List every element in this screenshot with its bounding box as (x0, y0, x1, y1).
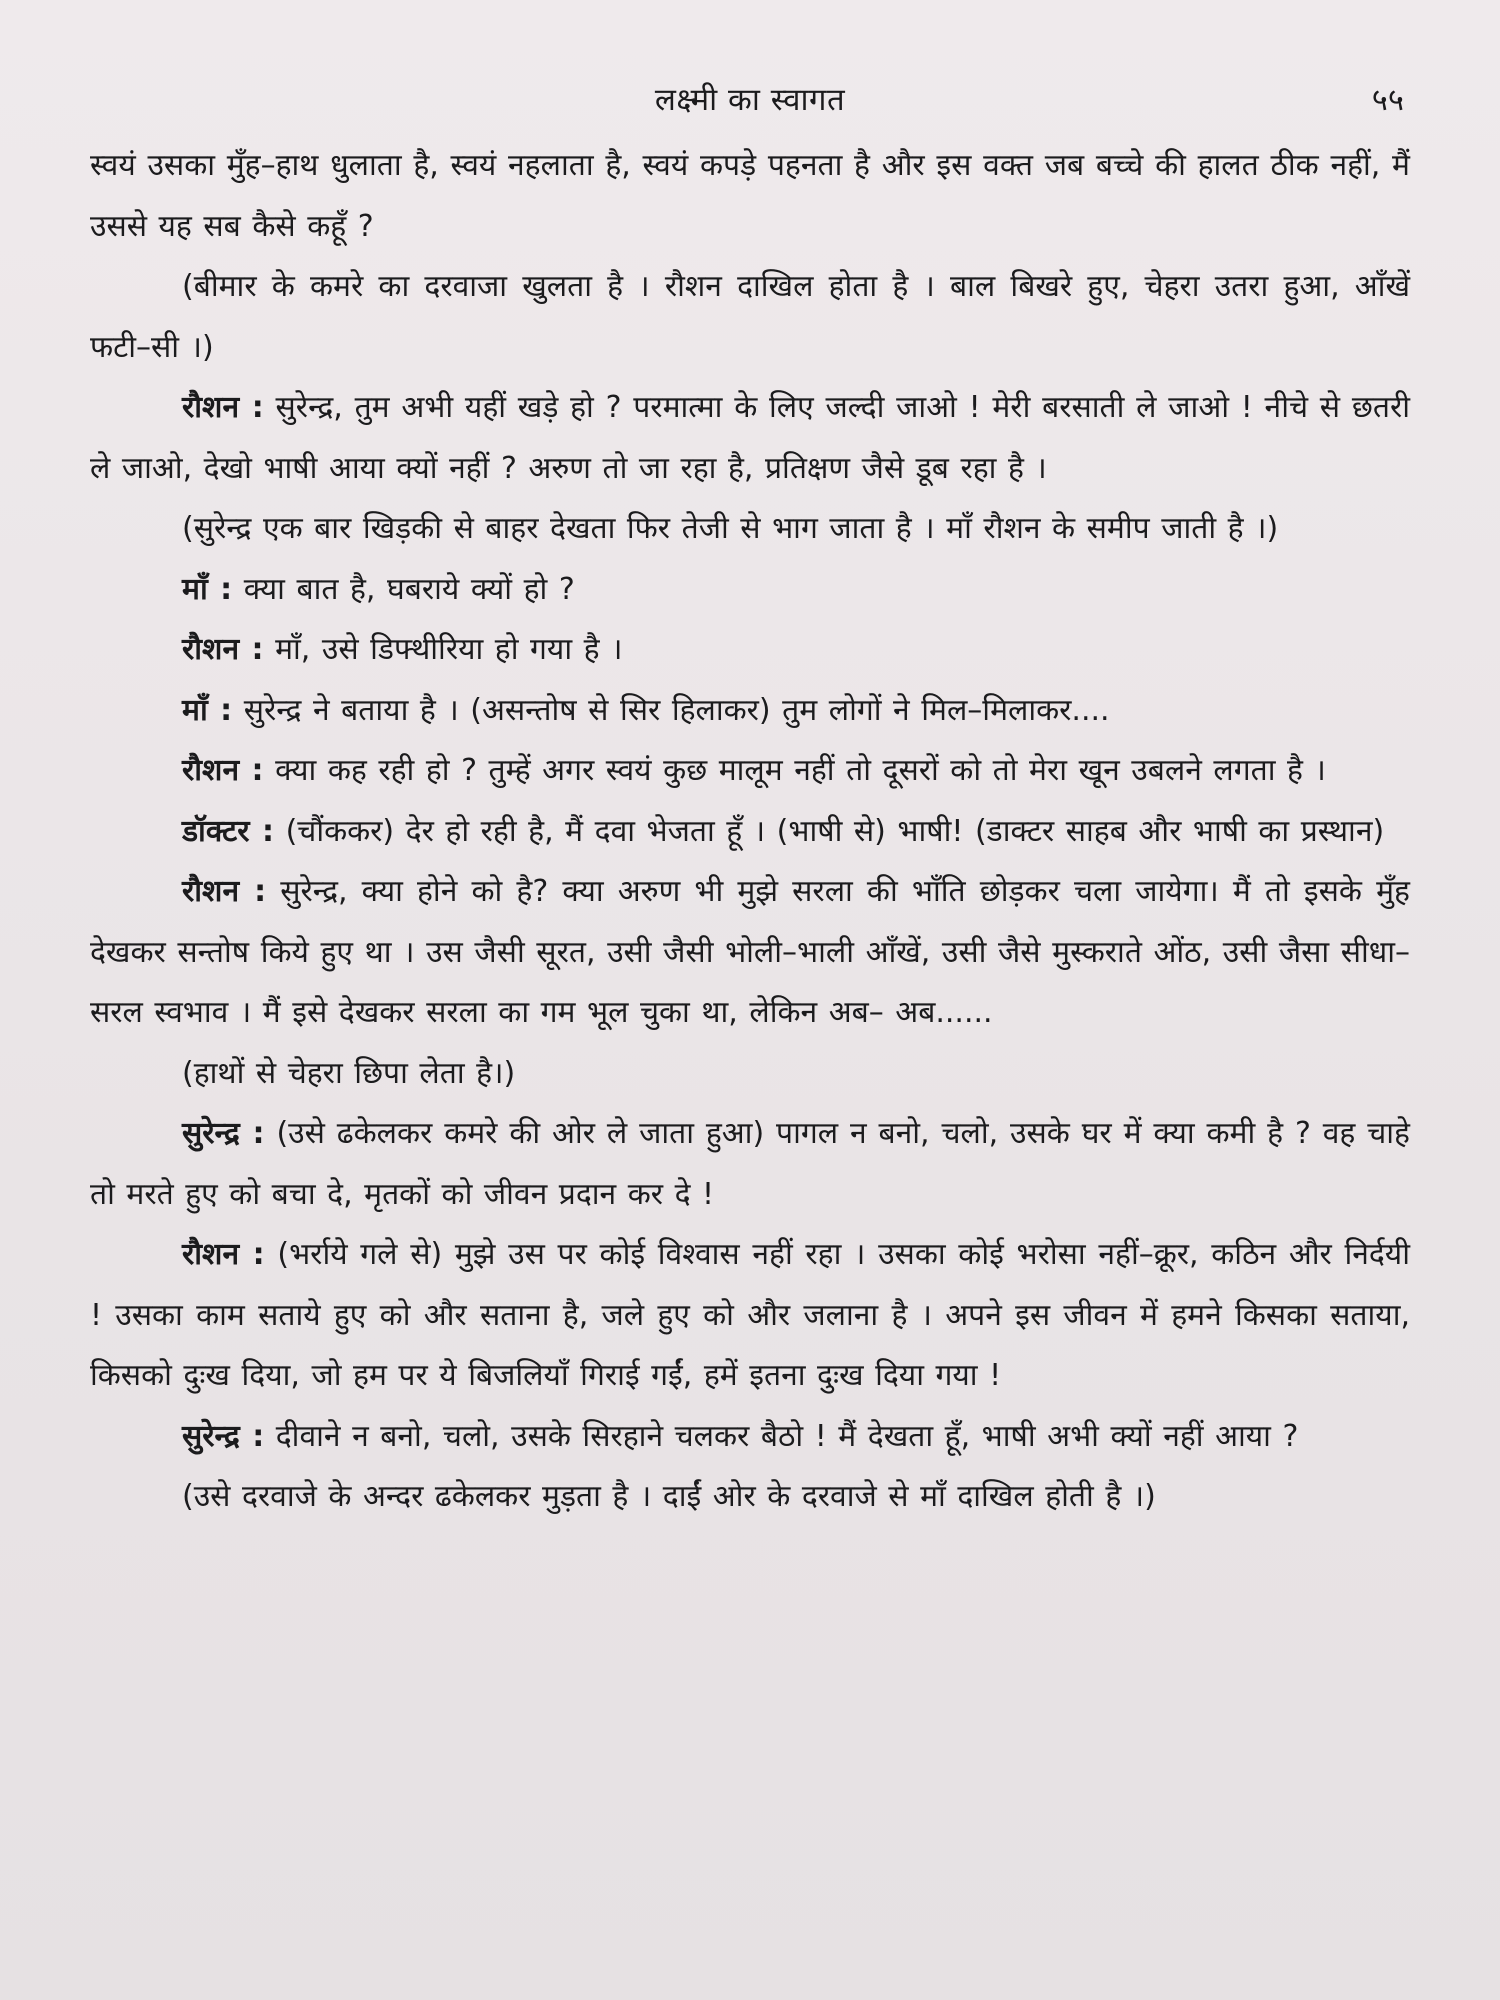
speaker-name: रौशन : (182, 753, 264, 788)
dialogue-text: (उसे ढकेलकर कमरे की ओर ले जाता हुआ) पागल न बनो, चलो, उसके घर में क्या कमी है ? वह चाहे तो मरते हुए को बचा दे, मृतकों को जीवन प्रदान कर दे ! (90, 1116, 1410, 1212)
paragraph-text: (उसे दरवाजे के अन्दर ढकेलकर मुड़ता है । दाईं ओर के दरवाजे से माँ दाखिल होती है ।) (182, 1479, 1156, 1514)
paragraph-text: स्वयं उसका मुँह–हाथ धुलाता है, स्वयं नहलाता है, स्वयं कपड़े पहनता है और इस वक्त जब बच्चे की हालत ठीक नहीं, मैं उससे यह सब कैसे कहूँ ? (90, 148, 1410, 244)
stage-direction (90, 1467, 1410, 1528)
speaker-name: रौशन : (182, 874, 267, 909)
paragraph-text: (सुरेन्द्र एक बार खिड़की से बाहर देखता फिर तेजी से भाग जाता है । माँ रौशन के समीप जाती है ।) (182, 511, 1279, 546)
speaker-name: सुरेन्द्र : (182, 1116, 265, 1151)
dialogue (90, 620, 1410, 681)
dialogue-text: (चौंककर) देर हो रही है, मैं दवा भेजता हूँ । (भाषी से) भाषी! (डाक्टर साहब और भाषी का प्रस्थान) (285, 813, 1385, 849)
dialogue (90, 681, 1410, 742)
speaker-name: रौशन : (182, 1237, 265, 1272)
dialogue (90, 802, 1410, 863)
page-number: ५५ (1371, 82, 1404, 118)
stage-direction (90, 499, 1410, 560)
speaker-name: रौशन : (182, 632, 264, 667)
page-header (90, 70, 1410, 130)
speaker-name: माँ : (182, 571, 233, 607)
dialogue-text: दीवाने न बनो, चलो, उसके सिरहाने चलकर बैठो ! मैं देखता हूँ, भाषी अभी क्यों नहीं आया ? (275, 1418, 1299, 1454)
speaker-name: डॉक्टर : (182, 813, 275, 849)
speaker-name: रौशन : (182, 390, 264, 425)
dialogue (90, 378, 1410, 499)
stage-direction (90, 257, 1410, 378)
dialogue-text: सुरेन्द्र, क्या होने को है? क्या अरुण भी मुझे सरला की भाँति छोड़कर चला जायेगा। मैं तो इसके मुँह देखकर सन्तोष किये हुए था । उस जैसी सूरत, उसी जैसी भोली–भाली आँखें, उसी जैसे मुस्कराते ओंठ, उसी जैसा सीधा–सरल स्वभाव । मैं इसे देखकर सरला का गम भूल चुका था, लेकिन अब– अब...... (90, 874, 1410, 1030)
dialogue-text: सुरेन्द्र, तुम अभी यहीं खड़े हो ? परमात्मा के लिए जल्दी जाओ ! मेरी बरसाती ले जाओ ! नीचे से छतरी ले जाओ, देखो भाषी आया क्यों नहीं ? अरुण तो जा रहा है, प्रतिक्षण जैसे डूब रहा है । (90, 390, 1410, 486)
dialogue-text: सुरेन्द्र ने बताया है । (असन्तोष से सिर हिलाकर) तुम लोगों ने मिल–मिलाकर.... (243, 692, 1110, 728)
dialogue (90, 560, 1410, 621)
dialogue (90, 1225, 1410, 1407)
running-title: लक्ष्मी का स्वागत (654, 82, 846, 118)
paragraph-text: (हाथों से चेहरा छिपा लेता है।) (182, 1055, 516, 1091)
dialogue (90, 1407, 1410, 1468)
paragraph-text: (बीमार के कमरे का दरवाजा खुलता है । रौशन दाखिल होता है । बाल बिखरे हुए, चेहरा उतरा हुआ, आँखें फटी–सी ।) (90, 269, 1410, 365)
dialogue (90, 862, 1410, 1044)
dialogue-text: (भर्राये गले से) मुझे उस पर कोई विश्वास नहीं रहा । उसका कोई भरोसा नहीं–क्रूर, कठिन और निर्दयी ! उसका काम सताये हुए को और सताना है, जले हुए को और जलाना है । अपने इस जीवन में हमने किसका सताया, किसको दुःख दिया, जो हम पर ये बिजलियाँ गिराई गईं, हमें इतना दुःख दिया गया ! (90, 1237, 1410, 1393)
dialogue-text: क्या कह रही हो ? तुम्हें अगर स्वयं कुछ मालूम नहीं तो दूसरों को तो मेरा खून उबलने लगता है । (275, 753, 1326, 788)
speaker-name: सुरेन्द्र : (182, 1418, 265, 1454)
dialogue-text: माँ, उसे डिफ्थीरिया हो गया है । (275, 632, 623, 667)
paragraph (90, 136, 1410, 257)
stage-direction (90, 1044, 1410, 1105)
dialogue (90, 1104, 1410, 1225)
speaker-name: माँ : (182, 692, 233, 728)
dialogue-text: क्या बात है, घबराये क्यों हो ? (243, 571, 575, 607)
dialogue (90, 741, 1410, 802)
body-text (90, 136, 1410, 1528)
